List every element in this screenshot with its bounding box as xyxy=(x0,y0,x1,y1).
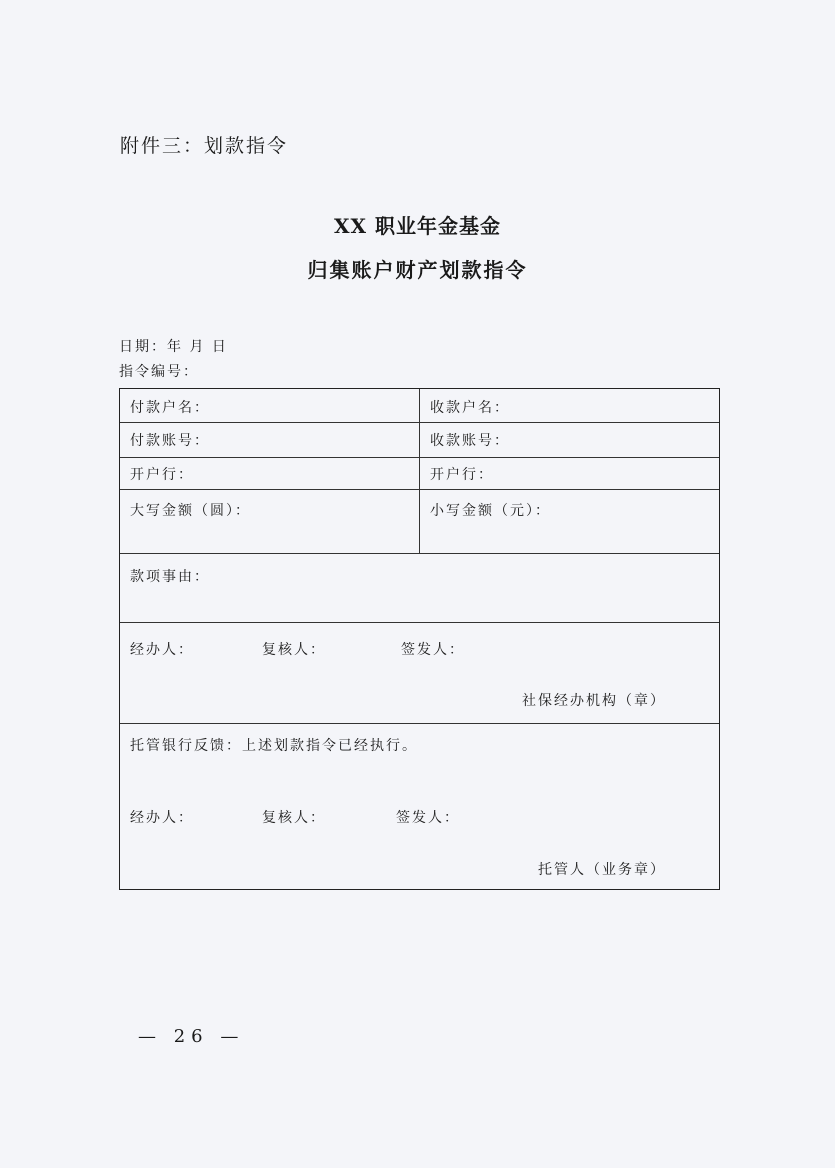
bank-feedback-text: 托管银行反馈：上述划款指令已经执行。 xyxy=(130,738,418,754)
reviewer-label: 复核人： xyxy=(262,810,326,826)
agency-seal-label: 社保经办机构（章） xyxy=(522,693,666,709)
issuer-label: 签发人： xyxy=(401,642,465,658)
form-column-divider xyxy=(419,389,420,553)
form-row-divider xyxy=(120,622,719,623)
attachment-heading: 附件三：划款指令 xyxy=(120,135,289,157)
custodian-seal-label: 托管人（业务章） xyxy=(538,862,666,878)
handler-label: 经办人： xyxy=(130,810,194,826)
payer-name-label: 付款户名： xyxy=(130,400,210,416)
handler-label: 经办人： xyxy=(130,642,194,658)
form-row-divider xyxy=(120,553,719,554)
document-title-line-1: XX 职业年金基金 xyxy=(334,214,501,238)
payee-account-label: 收款账号： xyxy=(430,433,510,449)
transfer-instruction-form xyxy=(119,388,720,890)
payee-name-label: 收款户名： xyxy=(430,400,510,416)
date-label: 日期：年 月 日 xyxy=(119,339,228,355)
amount-in-words-label: 大写金额（圆）： xyxy=(130,503,251,519)
reviewer-label: 复核人： xyxy=(262,642,326,658)
payer-bank-label: 开户行： xyxy=(130,467,194,483)
payee-bank-label: 开户行： xyxy=(430,467,494,483)
form-row-divider xyxy=(120,723,719,724)
purpose-label: 款项事由： xyxy=(130,569,210,585)
document-title-line-2: 归集账户财产划款指令 xyxy=(307,258,528,282)
amount-in-figures-label: 小写金额（元）： xyxy=(430,503,551,519)
issuer-label: 签发人： xyxy=(396,810,460,826)
payer-account-label: 付款账号： xyxy=(130,433,210,449)
instruction-number-label: 指令编号： xyxy=(119,364,199,380)
page-number: — 26 — xyxy=(138,1026,245,1047)
